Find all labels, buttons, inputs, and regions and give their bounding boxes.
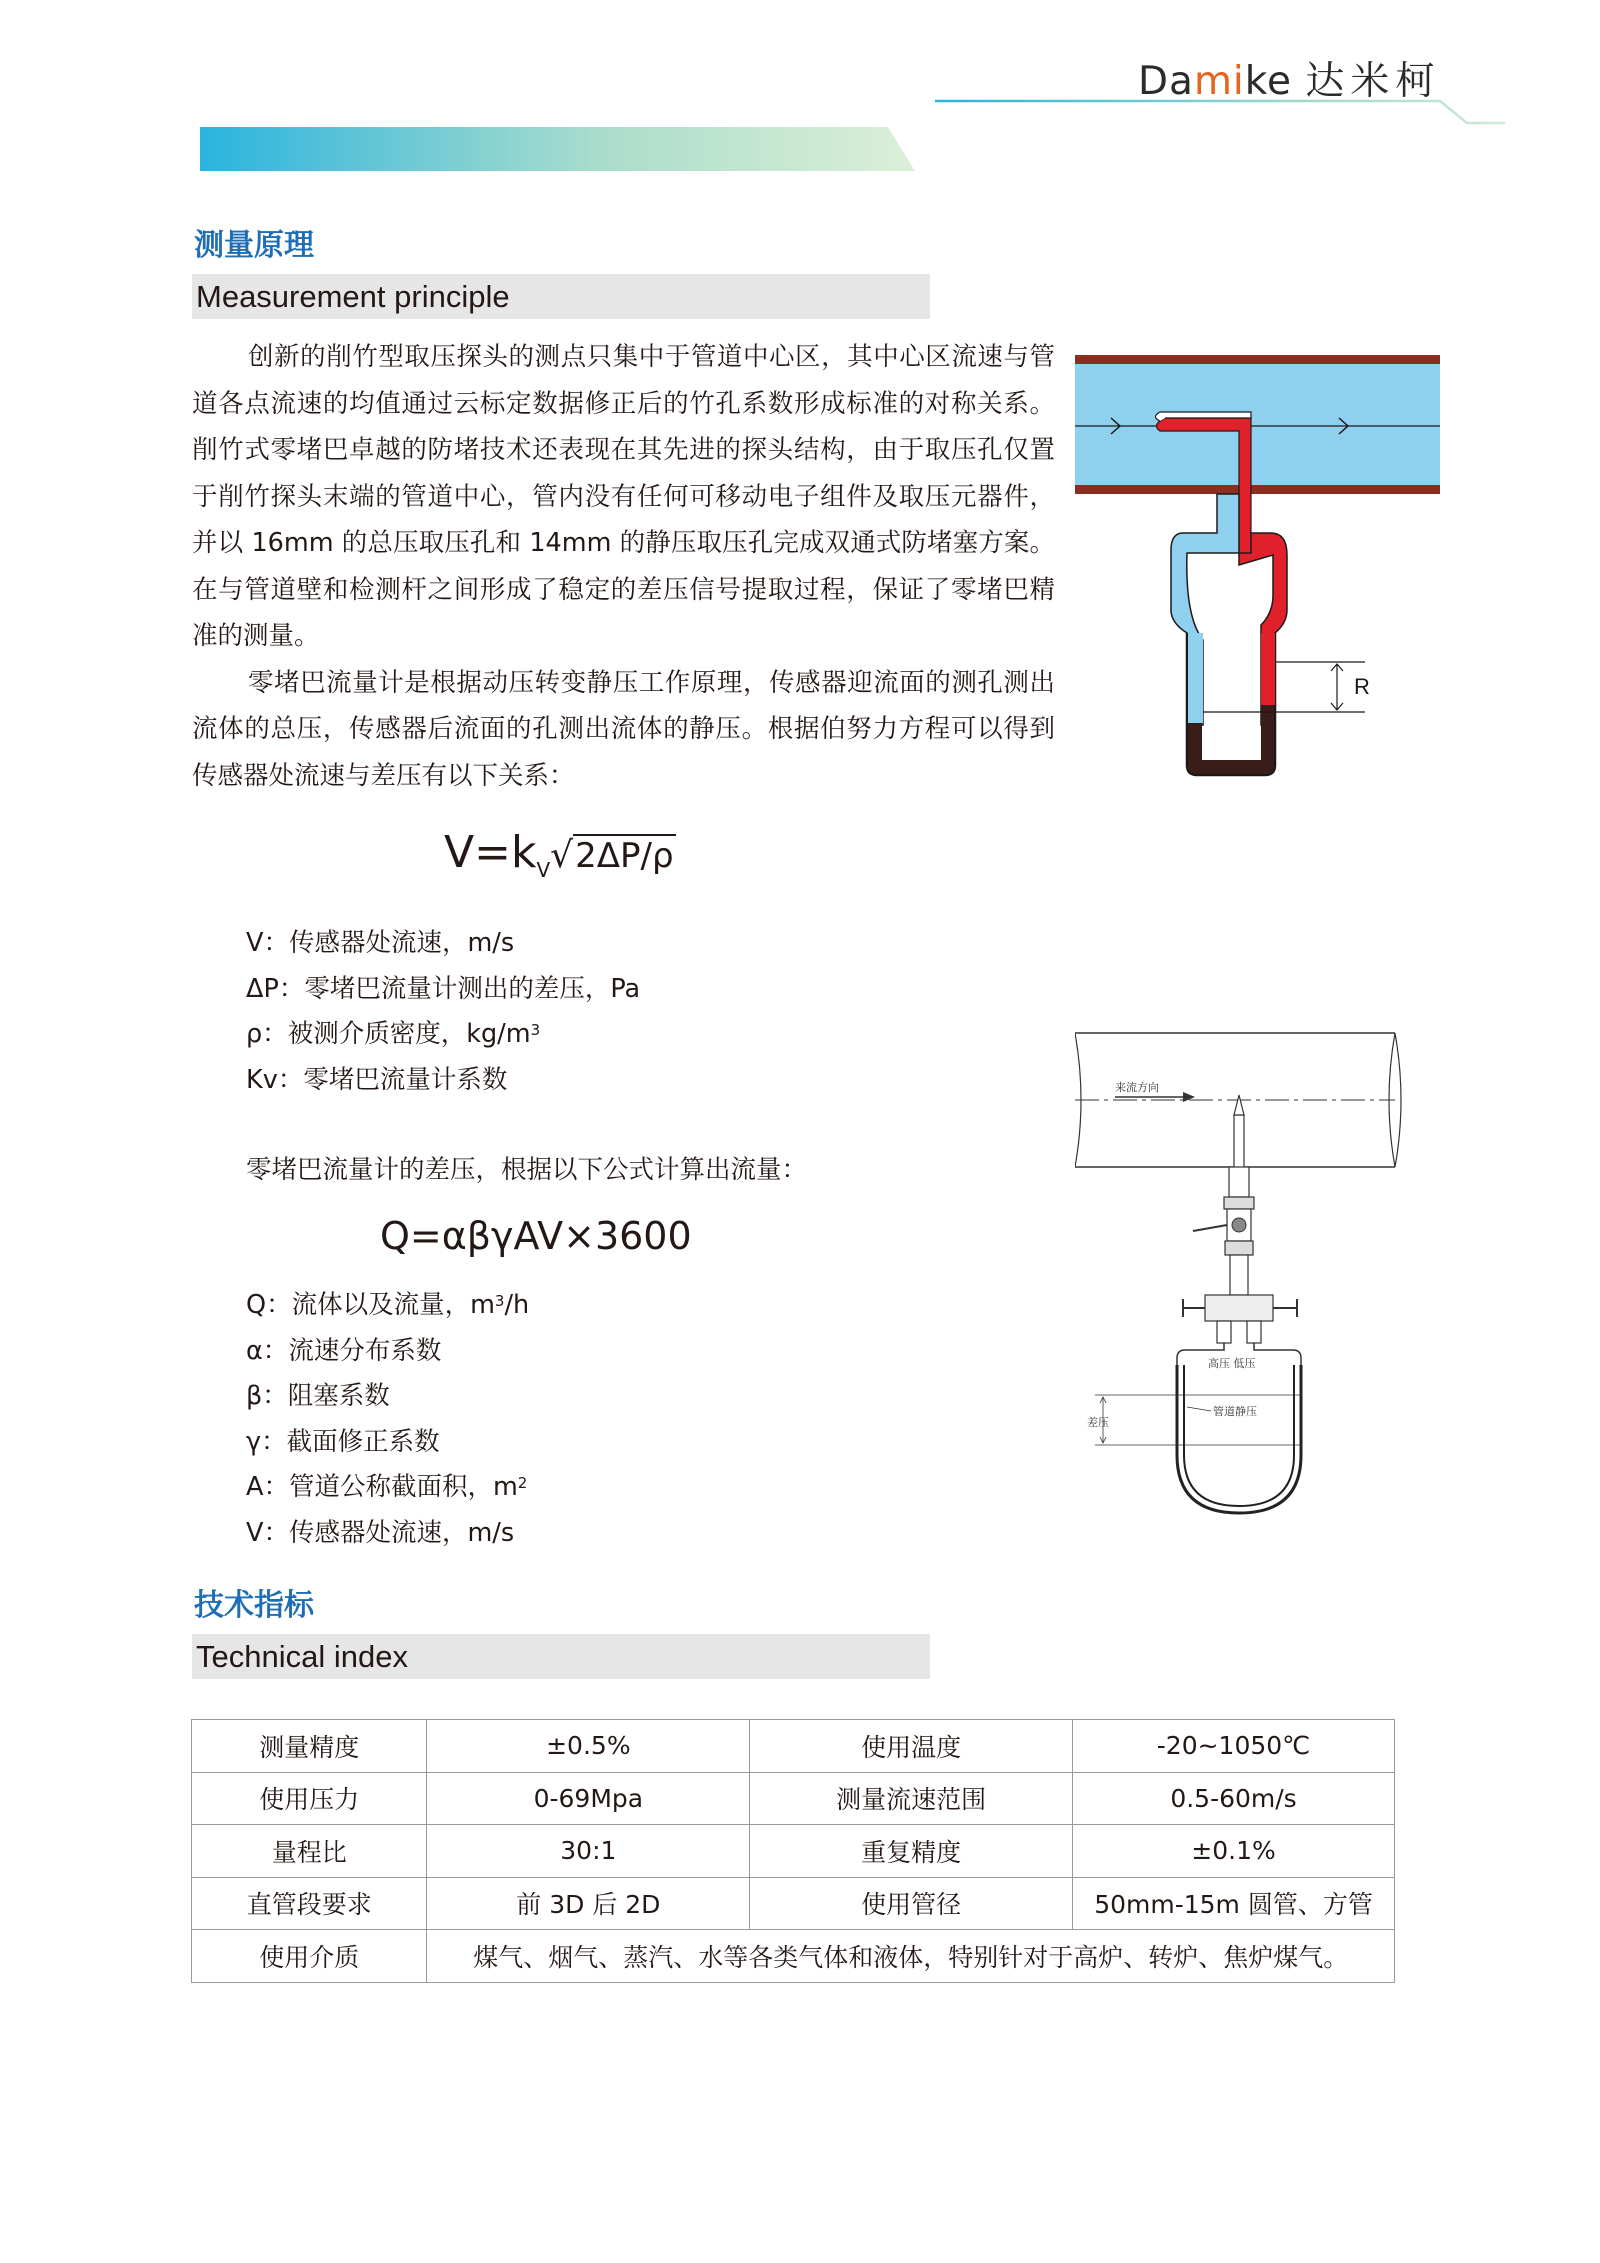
logo-text-suffix: ke [1244, 59, 1292, 104]
flow-direction-label: 来流方向 [1115, 1081, 1159, 1094]
table-cell: 测量精度 [192, 1720, 427, 1773]
table-cell: 重复精度 [750, 1825, 1073, 1878]
flow-formula: Q=αβγAV×3600 [380, 1214, 692, 1258]
table-cell: 测量流速范围 [750, 1772, 1073, 1825]
variable-item [246, 1012, 640, 1058]
variable-desc: 零堵巴流量计测出的差压，Pa [304, 973, 641, 1004]
variable-symbol: A： [246, 1472, 289, 1503]
pipe-wall-top [1075, 355, 1440, 364]
variable-symbol: ρ： [246, 1019, 288, 1050]
variable-symbol: ΔP： [246, 973, 305, 1004]
section-subtitle-bar-measurement [192, 274, 930, 319]
table-row [192, 1825, 1395, 1878]
variable-item [246, 1058, 640, 1104]
section-title-technical-index-en: Technical index [196, 1639, 408, 1674]
flow-variable-list [246, 1283, 529, 1557]
table-cell-medium-label: 使用介质 [192, 1930, 427, 1983]
section-title-measurement-principle-en: Measurement principle [196, 279, 510, 314]
variable-superscript: 3 [494, 1292, 505, 1310]
table-cell: 使用压力 [192, 1772, 427, 1825]
pipe-static-pressure-label: 管道静压 [1213, 1405, 1257, 1418]
valve-manifold [1205, 1295, 1273, 1321]
pipe-water [1075, 364, 1440, 485]
principle-text-block [192, 334, 1055, 799]
probe-pipe-diagram [1075, 355, 1445, 780]
variable-superscript: 3 [530, 1021, 541, 1040]
table-cell: ±0.5% [427, 1720, 750, 1773]
variable-desc: 截面修正系数 [286, 1426, 440, 1457]
variable-desc: 流体以及流量，m [291, 1290, 495, 1320]
table-cell: ±0.1% [1073, 1825, 1395, 1878]
static-pressure-leg [1171, 494, 1239, 725]
decorative-banner [200, 127, 915, 171]
variable-symbol: Kv： [246, 1064, 304, 1095]
table-row [192, 1720, 1395, 1773]
r-label: R [1354, 674, 1370, 699]
variable-item [246, 1511, 529, 1557]
velocity-formula-subscript: V [536, 858, 551, 882]
variable-desc: 阻塞系数 [287, 1381, 390, 1412]
table-cell-medium-value: 煤气、烟气、蒸汽、水等各类气体和液体，特别针对于高炉、转炉、焦炉煤气。 [427, 1930, 1395, 1983]
differential-pressure-label: 差压 [1087, 1416, 1109, 1429]
variable-item [246, 921, 640, 967]
variable-symbol: V： [246, 928, 289, 958]
variable-desc: 管道公称截面积，m [288, 1472, 518, 1503]
variable-symbol: Q： [246, 1290, 292, 1320]
variable-desc: 零堵巴流量计系数 [303, 1064, 508, 1095]
section-title-measurement-principle-cn: 测量原理 [194, 228, 314, 263]
table-cell: 使用管径 [750, 1877, 1073, 1930]
principle-paragraph-1: 创新的削竹型取压探头的测点只集中于管道中心区，其中心区流速与管道各点流速的均值通过云标定数据修正后的竹孔系数形成标准的对称关系。削竹式零堵巴卓越的防堵技术还表现在其先进的探头结构，由于取压孔仅置于削竹探头末端的管道中心，管内没有任何可移动电子组件及取压元器件，并以 16mm 的总压取压孔和 14mm 的静压取压孔完成双通式防堵塞方案。在与管道壁和检测杆之间形成了稳定的差压信号提取过程，保证了零堵巴精准的测量。 [192, 342, 1055, 651]
table-cell: 使用温度 [750, 1720, 1073, 1773]
table-cell: 0.5-60m/s [1073, 1772, 1395, 1825]
principle-paragraph-2: 零堵巴流量计是根据动压转变静压工作原理，传感器迎流面的测孔测出流体的总压，传感器后流面的孔测出流体的静压。根据伯努力方程可以得到传感器处流速与差压有以下关系： [192, 667, 1055, 791]
table-cell: -20~1050℃ [1073, 1720, 1395, 1773]
table-cell: 30:1 [427, 1825, 750, 1878]
variable-item [246, 1283, 529, 1329]
variable-desc-suffix: /h [504, 1290, 530, 1320]
logo-text-cn: 达米柯 [1305, 59, 1441, 104]
velocity-variable-list [246, 921, 640, 1103]
variable-symbol: β： [246, 1381, 288, 1412]
variable-superscript: 2 [517, 1474, 528, 1493]
velocity-formula-lhs: V=k [444, 827, 537, 878]
table-cell: 0-69Mpa [427, 1772, 750, 1825]
velocity-formula-sqrt-arg: 2ΔP/ρ [575, 836, 674, 876]
variable-symbol: γ： [246, 1426, 287, 1457]
variable-desc: 传感器处流速，m/s [288, 1517, 515, 1548]
velocity-formula: $V=k_V√2\Delta P/\rho$ [444, 827, 674, 882]
variable-item [246, 967, 640, 1013]
variable-symbol: V： [246, 1517, 289, 1548]
table-row [192, 1930, 1395, 1983]
table-cell: 50mm-15m 圆管、方管 [1073, 1877, 1395, 1930]
variable-desc: 流速分布系数 [288, 1335, 442, 1366]
table-cell: 直管段要求 [192, 1877, 427, 1930]
variable-item [246, 1329, 529, 1375]
high-low-pressure-label: 高压 低压 [1208, 1357, 1256, 1370]
installation-diagram [1075, 1025, 1405, 1525]
variable-desc: 被测介质密度，kg/m [287, 1019, 531, 1050]
table-cell: 量程比 [192, 1825, 427, 1878]
logo-text-prefix: Da [1138, 59, 1194, 104]
variable-desc: 传感器处流速，m/s [288, 928, 515, 958]
variable-item [246, 1420, 529, 1466]
variable-item [246, 1374, 529, 1420]
technical-index-table [191, 1719, 1395, 1983]
table-row [192, 1877, 1395, 1930]
variable-item [246, 1465, 529, 1511]
section-subtitle-bar-technical [192, 1634, 930, 1679]
variable-symbol: α： [246, 1335, 289, 1366]
table-row [192, 1772, 1395, 1825]
flow-formula-intro: 零堵巴流量计的差压，根据以下公式计算出流量： [246, 1155, 808, 1185]
table-cell: 前 3D 后 2D [427, 1877, 750, 1930]
pipe-wall-bottom [1075, 485, 1440, 494]
header-divider-line [935, 95, 1505, 130]
section-title-technical-index-cn: 技术指标 [194, 1588, 314, 1623]
logo-text-mi: mi [1193, 59, 1245, 104]
